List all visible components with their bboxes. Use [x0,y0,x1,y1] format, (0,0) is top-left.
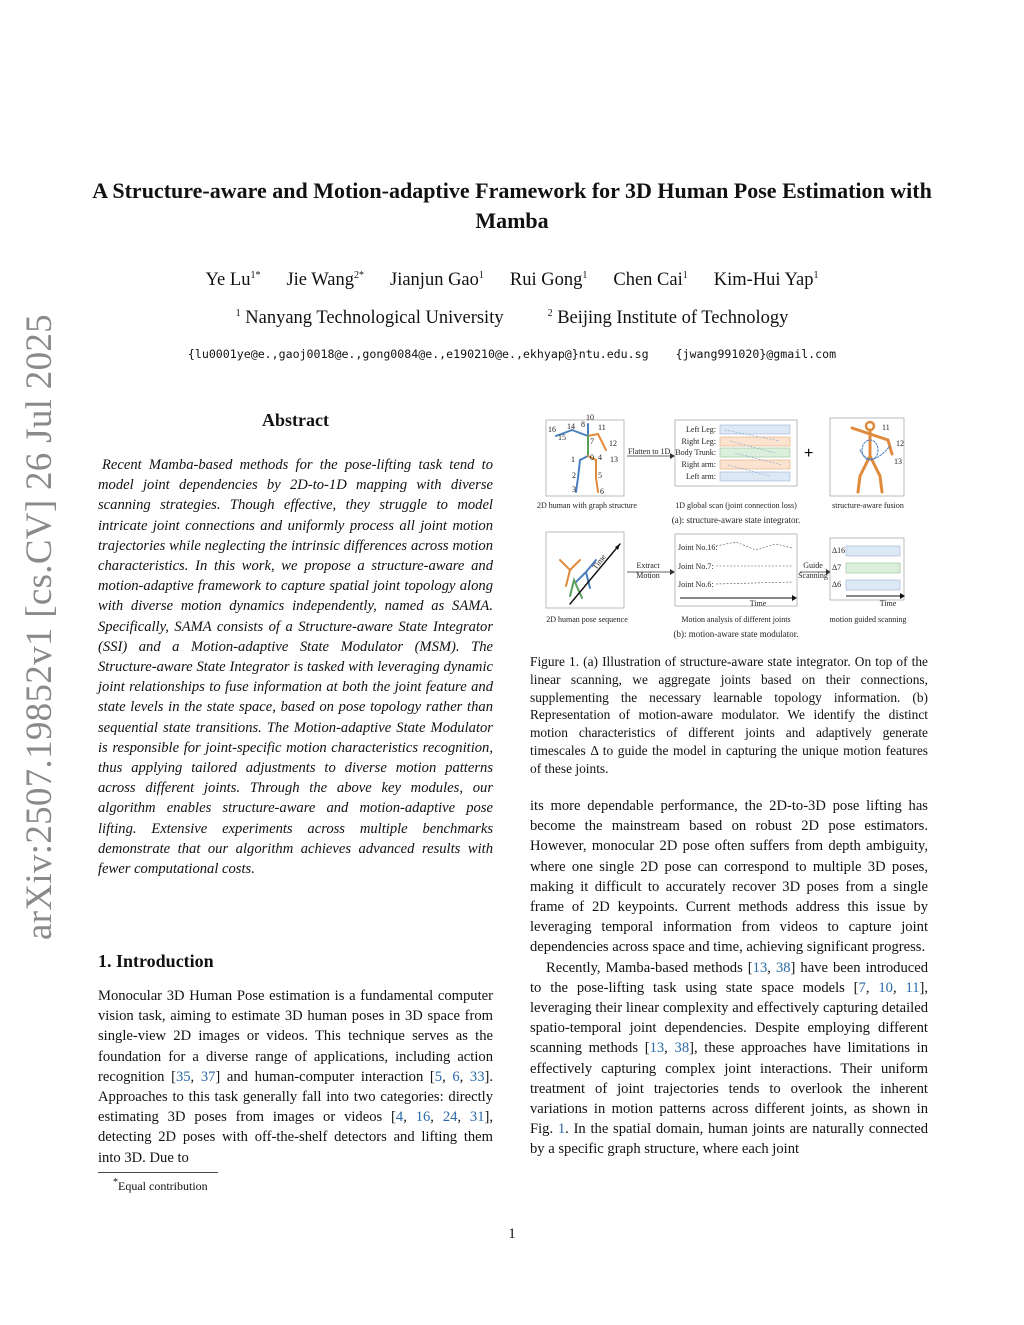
arxiv-stamp: arXiv:2507.19852v1 [cs.CV] 26 Jul 2025 [19,314,60,940]
time-label: Time [879,599,897,608]
pose-seq-box [546,532,624,608]
joint-num: 6 [600,487,604,496]
citation-link[interactable]: 35 [175,1068,191,1085]
time-label: Time [749,599,767,608]
delta-label: Δ16 [832,546,846,555]
author-affil-mark: 1 [682,270,688,281]
text-run: , [892,979,906,996]
delta-label: Δ7 [832,563,842,572]
joint-row-label: Joint No.6: [678,580,714,589]
citation-link[interactable]: 10 [878,979,893,996]
plus-sign: + [804,445,814,462]
arrow-head [670,453,675,459]
joint-num: 11 [882,423,890,432]
panel-b-label: motion guided scanning [829,615,907,624]
panel-a-label: 2D human with graph structure [537,501,637,510]
paragraph: its more dependable performance, the 2D-to-3D pose lifting has become the mainstream based on robust 2D pose estimators. However, monocular 2D pose often suffers from depth ambiguity, where one single 2D pose can correspond to multiple 3D poses, making it difficult to accurately recover 3D poses from a single frame of 2D keypoints. Current methods address this issue by leveraging temporal information from videos to capture joint dependencies across space and time, achieving significant progress. [530,798,928,956]
text-run: Monocular 3D Human Pose estimation is a fundamental computer vision task, aiming to estimate 3D human poses in 3D space from single-view 2D images or videos. This technique serves as the foundation for a diverse range of applications, including action recognition [ [98,988,493,1085]
affiliation [548,308,789,328]
citation-link[interactable]: 1 [557,1121,566,1138]
text-run: ], detecting 2D poses with off-the-shelf detectors and lifting them into 3D. Due to [98,1109,494,1166]
text-run: , [664,1040,675,1057]
text-run: ] have been introduced to the pose-lifting task using state space models [ [530,959,929,996]
citation-link[interactable]: 7 [858,979,866,996]
affiliation-list [80,308,944,329]
abstract-text: Recent Mamba-based methods for the pose-lifting task tend to model joint dependencies by 2D-to-1D mapping with diverse scanning strategies. Though effective, they struggle to model intricate joint connections and uniformly process all joint motion trajectories while neglecting the intrinsic differences across motion characteristics. In this work, we propose a structure-aware and motion-adaptive framework to capture spatial joint topology along with diverse motion dynamics independently, named as SAMA. Specifically, SAMA consists of a Structure-aware State Integrator (SSI) and a Motion-adaptive State Modulator (MSM). The Structure-aware State Integrator is tasked with leveraging dynamic joint relationships to fuse information at both the joint feature and state levels in the state space, based on pose topology rather than sequential state transitions. The Motion-adaptive State Modulator is responsible for joint-specific motion characteristics recognition, thus applying tailored adjustments to diverse motion patterns across different joints. Through the above key modules, our algorithm enables structure-aware and motion-adaptive pose lifting. Extensive experiments across multiple benchmarks demonstrate that our algorithm achieves advanced results with fewer computational costs. [98,457,493,878]
figure-1 [530,410,928,642]
affiliation-name: Nanyang Technological University [240,308,504,329]
right-column-text [530,796,928,1160]
joint-num: 13 [894,457,902,466]
flatten-label: Flatten to 1D [628,447,671,456]
citation-link[interactable]: 33 [469,1068,485,1085]
text-run: , [865,979,879,996]
joint-num: 1 [571,455,575,464]
joint-num: 15 [558,433,566,442]
paragraph [530,958,928,1160]
citation-link[interactable]: 37 [200,1068,216,1085]
joint-num: 3 [572,485,576,494]
text-run: . In the spatial domain, human joints are naturally connected by a specific graph structure, where each joint [530,1121,929,1158]
author-name: Kim-Hui Yap$^1$ [713,270,819,291]
author-affil-mark: 1 [813,270,819,281]
text-run: , [430,1109,443,1126]
email-gmail: {jwang991020}@gmail.com [675,347,837,361]
footnote-text: Equal contribution [118,1179,208,1193]
paper-title: A Structure-aware and Motion-adaptive Framework for 3D Human Pose Estimation with Mamba [92,178,932,233]
page-number: 1 [508,1226,516,1242]
joint-row-label: Joint No.16: [678,543,718,552]
text-run: Recently, Mamba-based methods [ [546,959,753,976]
text-run: ] and human-computer interaction [ [215,1068,435,1085]
text-run: ]. Approaches to this task generally fall into two categories: directly estimating 3D poses from images or videos [ [98,1068,493,1126]
scan-rows [675,425,790,481]
text-run: , [190,1068,201,1085]
joint-num: 11 [598,423,606,432]
section-heading-introduction: 1. Introduction [98,951,214,971]
delta-label: Δ6 [832,580,842,589]
extract-label: Motion [636,571,660,580]
text-run: , [442,1068,453,1085]
affiliation [236,308,504,328]
text-run: , [767,959,776,976]
row-label: Left Leg: [686,425,716,434]
row-label: Body Trunk: [675,448,716,457]
footnote-rule [98,1172,218,1173]
email-line [60,347,964,361]
citation-link[interactable]: 4 [395,1109,404,1126]
joint-num: 16 [548,425,556,434]
citation-link[interactable]: 16 [415,1109,431,1126]
row-label: Right arm: [681,460,716,469]
affiliation-mark: 2 [547,308,553,319]
author-name: Jianjun Gao$^1$ [390,270,484,291]
panel-b-title: (b): motion-aware state modulator. [673,629,799,639]
joint-num: 8 [581,420,585,429]
intro-paragraph [98,986,493,1168]
row-label: Left arm: [686,472,716,481]
joint-num: 2 [572,471,576,480]
arrow-head [670,569,675,575]
extract-label: Extract [636,561,660,570]
joint-num: 12 [609,439,617,448]
footnote-mark: * [113,1177,118,1188]
author-affil-mark: 1 [582,270,588,281]
joint-num: 0 [590,453,594,462]
citation-link[interactable]: 13 [649,1040,665,1057]
citation-link[interactable]: 5 [434,1068,443,1085]
text-run: , [459,1068,470,1085]
panel-b-label: 2D human pose sequence [546,615,628,624]
citation-link[interactable]: 11 [905,979,920,996]
footnote [113,1177,208,1194]
time-label: Time [590,552,608,572]
joint-num: 14 [567,422,575,431]
citation-link[interactable]: 31 [469,1109,485,1126]
guide-label: Guide [803,561,823,570]
row-label: Right Leg: [681,437,716,446]
joint-num: 12 [896,439,904,448]
panel-b-label: Motion analysis of different joints [681,615,791,624]
email-ntu: {lu0001ye@e.,gaoj0018@e.,gong0084@e.,e190210@e.,ekhyap@}ntu.edu.sg [187,347,649,361]
author-affil-mark: 1 [478,270,484,281]
author-name: Chen Cai$^1$ [613,270,688,291]
abstract-heading: Abstract [262,410,329,430]
guide-label: Scanning [798,571,828,580]
citation-link[interactable]: 24 [442,1109,458,1126]
figure-caption: Figure 1. (a) Illustration of structure-aware state integrator. On top of the linear scanning, we aggregate joints based on their connections, supplementing the necessary learnable topology information. (b) Representation of motion-aware modulator. We identify the distinct motion characteristics of different joints and adaptively generate timescales Δ to guide the model in capturing the unique motion features of these joints. [530,654,928,776]
joint-num: 10 [586,413,594,422]
text-run: , [457,1109,470,1126]
joint-row-label: Joint No.7: [678,562,714,571]
joint-num: 13 [610,455,618,464]
author-name: Jie Wang$^{2*}$ [286,270,364,291]
panel-a-label: structure-aware fusion [832,501,904,510]
text-run: ], these approaches have limitations in effectively capturing complex joint interactions. Their uniform treatment of joint trajectories tends to overlook the inherent variations in motion patterns across different joints, as shown in Fig. [530,1040,929,1138]
text-run: , [403,1109,416,1126]
affiliation-name: Beijing Institute of Technology [552,308,789,329]
citation-link[interactable]: 13 [752,959,768,976]
affiliation-mark: 1 [235,308,241,319]
citation-link[interactable]: 38 [674,1040,690,1057]
text-run: ], leveraging their linear complexity and effectively capturing detailed spatio-temporal joint dependencies. Despite employing different scanning methods [ [530,979,929,1057]
joint-num: 5 [598,471,602,480]
citation-link[interactable]: 38 [775,959,791,976]
author-affil-mark: 2* [354,270,364,281]
author-affil-mark: 1* [250,270,261,281]
panel-a-title: (a): structure-aware state integrator. [671,515,801,525]
author-name: Ye $Lu^{1*}$ [205,270,261,291]
citation-link[interactable]: 6 [452,1068,460,1085]
author-list [80,270,944,291]
panel-a-label: 1D global scan (joint connection loss) [675,501,797,510]
joint-num: 7 [590,437,594,446]
joint-num: 4 [598,453,602,462]
author-name: Rui Gong$^1$ [509,270,588,291]
